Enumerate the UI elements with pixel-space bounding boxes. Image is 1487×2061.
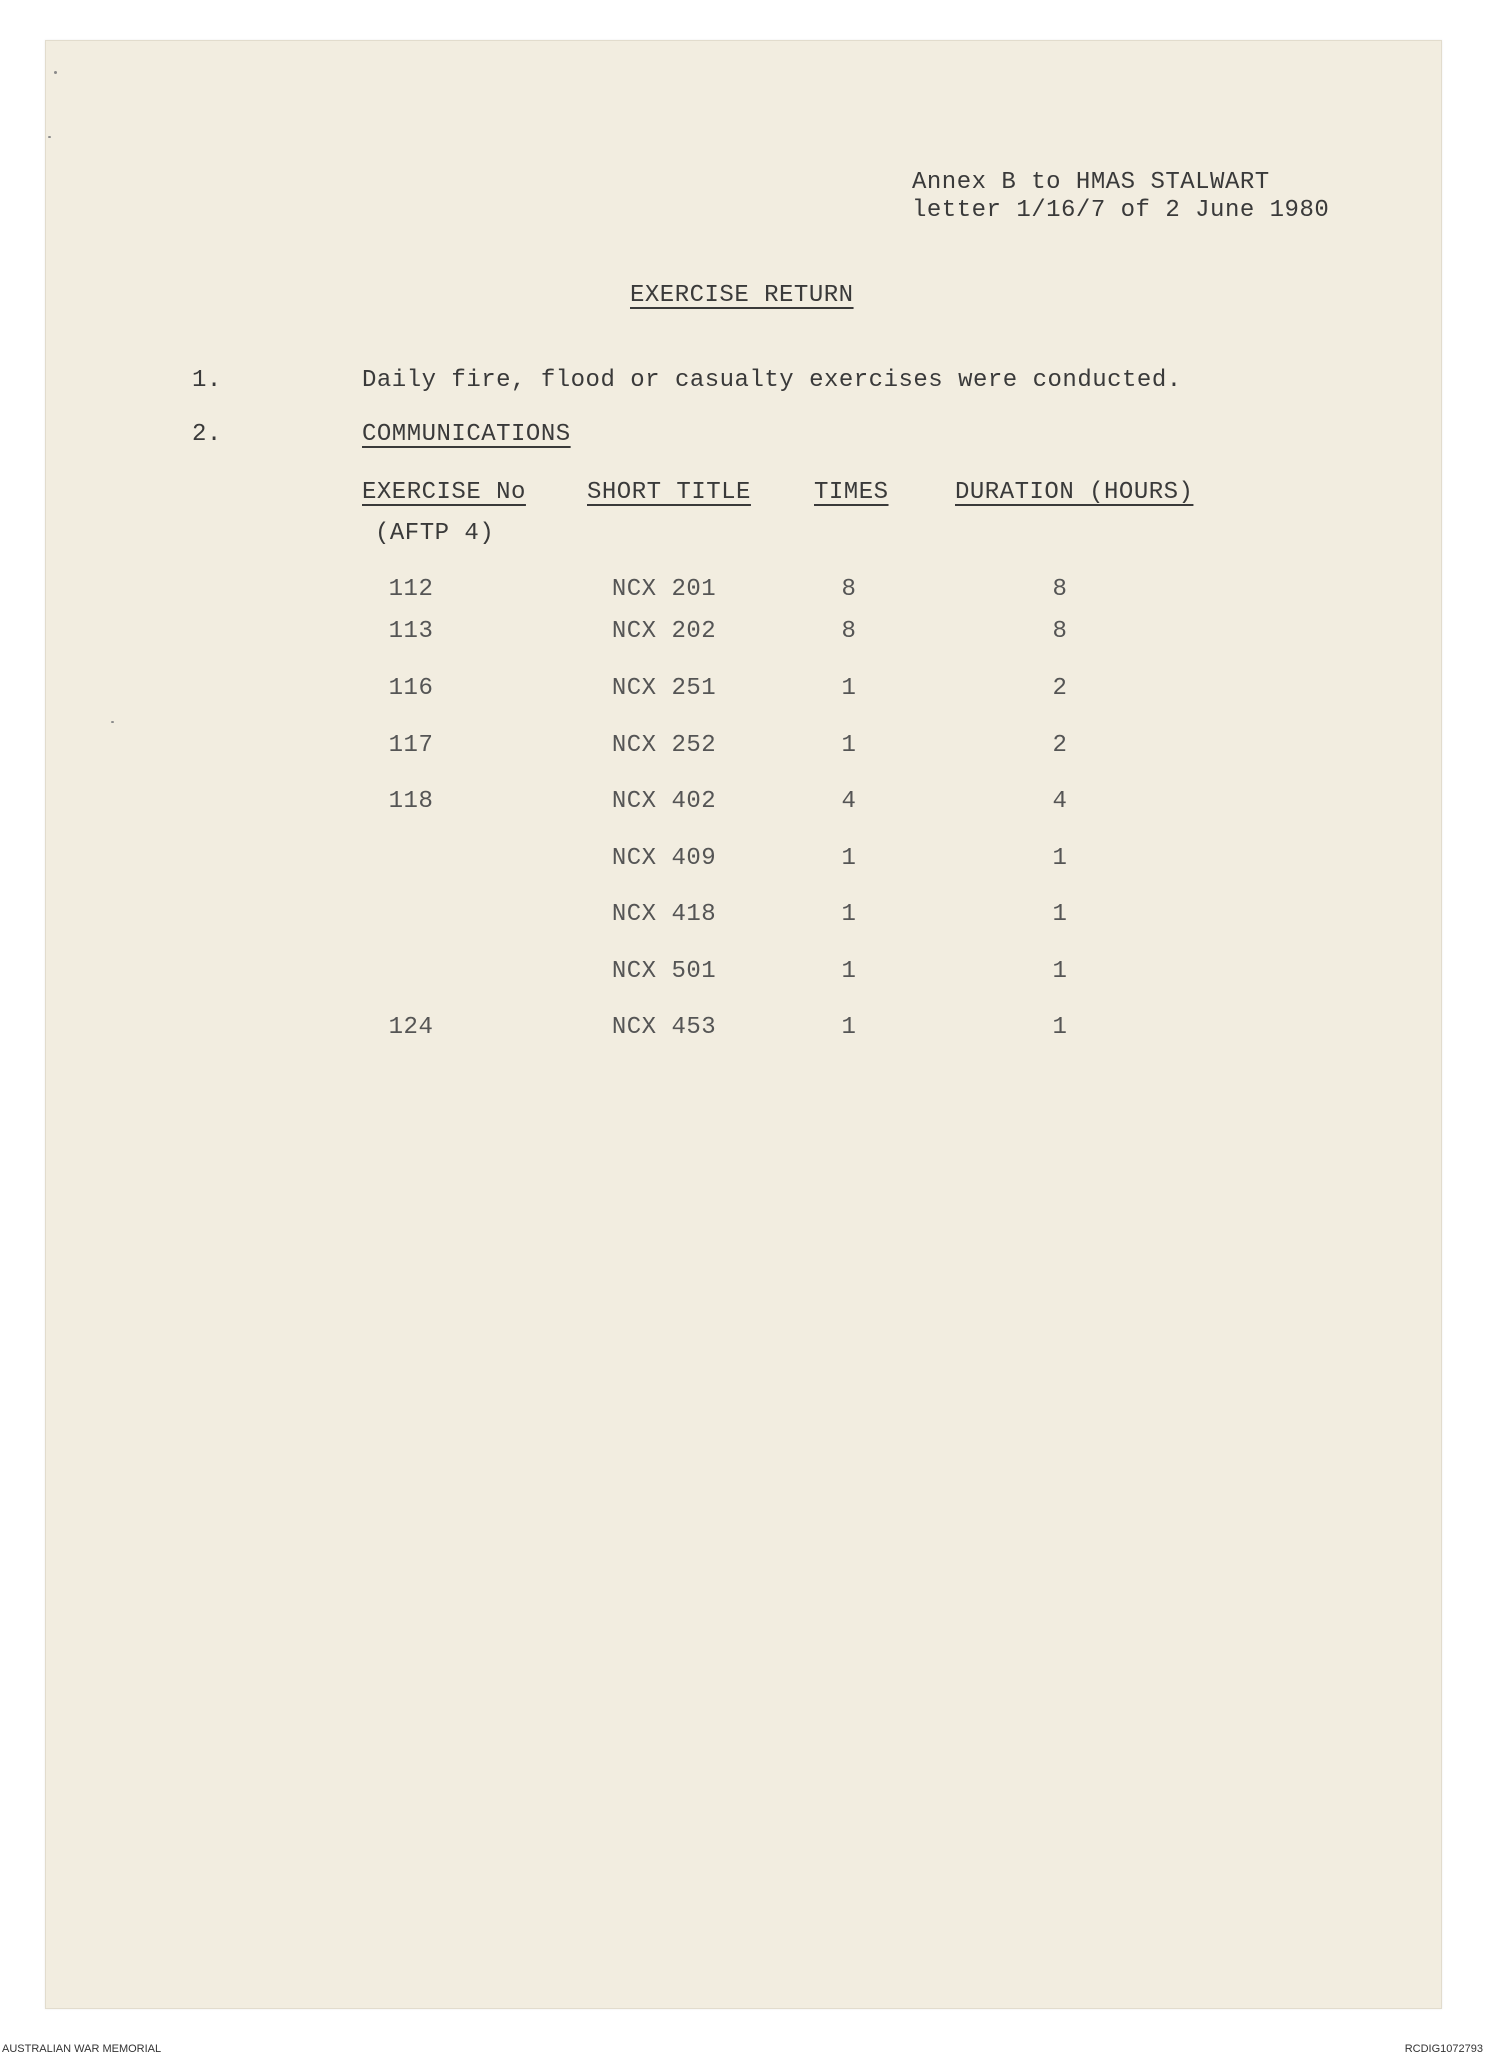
cell-times: 1: [841, 732, 857, 759]
cell-short-title: NCX 453: [611, 1014, 717, 1041]
cell-duration: 1: [1052, 958, 1068, 985]
cell-exercise-no: 124: [388, 1014, 434, 1041]
cell-short-title: NCX 251: [611, 675, 717, 702]
cell-short-title: NCX 418: [611, 901, 717, 928]
cell-duration: 1: [1052, 901, 1068, 928]
paper-speck: [111, 721, 114, 723]
column-header-times: TIMES: [814, 479, 889, 506]
cell-exercise-no: 117: [388, 732, 434, 759]
cell-times: 1: [841, 675, 857, 702]
annex-reference-line-2: letter 1/16/7 of 2 June 1980: [912, 197, 1330, 224]
cell-times: 1: [841, 1014, 857, 1041]
column-header-short-title: SHORT TITLE: [587, 479, 751, 506]
paper-speck: [48, 136, 51, 138]
cell-short-title: NCX 501: [611, 958, 717, 985]
cell-duration: 8: [1052, 576, 1068, 603]
document-page: [45, 40, 1442, 2009]
column-subheader-aftp: (AFTP 4): [375, 520, 495, 547]
section-heading-communications: COMMUNICATIONS: [362, 421, 571, 448]
cell-times: 8: [841, 618, 857, 645]
cell-exercise-no: 112: [388, 576, 434, 603]
cell-duration: 2: [1052, 732, 1068, 759]
annex-reference-line-1: Annex B to HMAS STALWART: [912, 169, 1270, 196]
cell-duration: 4: [1052, 788, 1068, 815]
cell-short-title: NCX 402: [611, 788, 717, 815]
cell-short-title: NCX 252: [611, 732, 717, 759]
cell-exercise-no: 118: [388, 788, 434, 815]
cell-duration: 2: [1052, 675, 1068, 702]
footer-archive-name: AUSTRALIAN WAR MEMORIAL: [2, 2043, 162, 2055]
cell-duration: 1: [1052, 845, 1068, 872]
cell-times: 1: [841, 958, 857, 985]
cell-duration: 8: [1052, 618, 1068, 645]
cell-times: 4: [841, 788, 857, 815]
cell-short-title: NCX 201: [611, 576, 717, 603]
cell-exercise-no: 116: [388, 675, 434, 702]
footer-record-id: RCDIG1072793: [1404, 2043, 1483, 2055]
cell-times: 8: [841, 576, 857, 603]
cell-times: 1: [841, 845, 857, 872]
item-number: 1.: [192, 367, 222, 394]
document-title: EXERCISE RETURN: [630, 282, 854, 309]
column-header-duration: DURATION (HOURS): [955, 479, 1194, 506]
cell-short-title: NCX 409: [611, 845, 717, 872]
cell-exercise-no: 113: [388, 618, 434, 645]
item-number: 2.: [192, 421, 222, 448]
item-text: Daily fire, flood or casualty exercises were conducted.: [362, 367, 1182, 394]
column-header-exercise-no: EXERCISE No: [362, 479, 526, 506]
cell-short-title: NCX 202: [611, 618, 717, 645]
cell-times: 1: [841, 901, 857, 928]
paper-speck: [54, 71, 57, 74]
cell-duration: 1: [1052, 1014, 1068, 1041]
